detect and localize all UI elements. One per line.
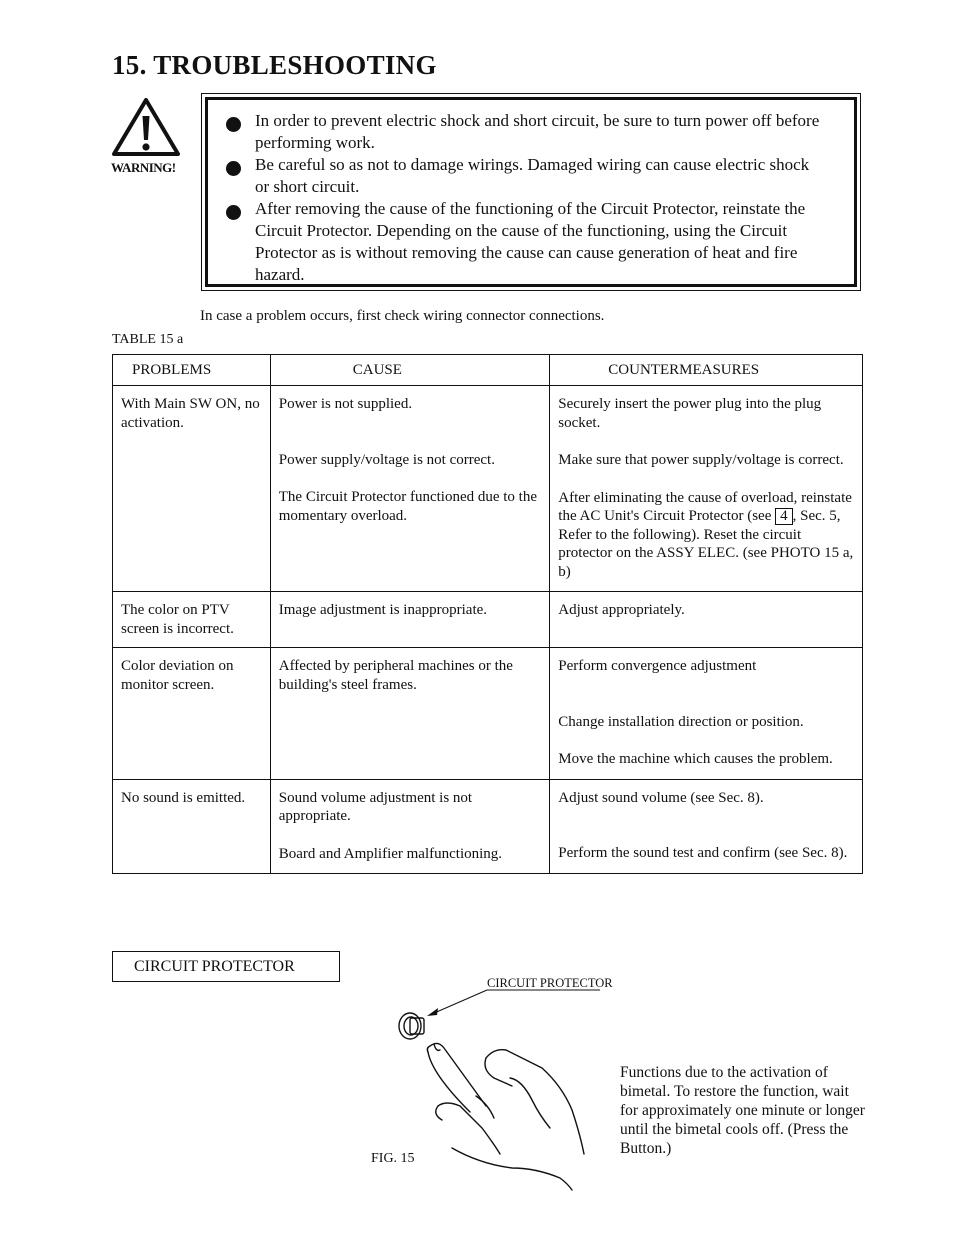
cause-cell: Image adjustment is inappropriate. bbox=[270, 592, 550, 648]
bullet-dot-icon bbox=[226, 161, 241, 176]
warning-label: WARNING! bbox=[111, 160, 176, 175]
hand-pressing-button-illustration bbox=[390, 988, 590, 1193]
intro-note: In case a problem occurs, first check wiring connector connections. bbox=[200, 308, 605, 324]
problem-cell: No sound is emitted. bbox=[113, 779, 271, 874]
figure-label: FIG. 15 bbox=[371, 1151, 415, 1166]
problem-cell: Color deviation on monitor screen. bbox=[113, 648, 271, 780]
circuit-protector-callout: CIRCUIT PROTECTOR bbox=[487, 976, 613, 990]
countermeasure-cell: Adjust sound volume (see Sec. 8). Perform the sound test and confirm (see Sec. 8). bbox=[550, 779, 863, 874]
table-label: TABLE 15 a bbox=[112, 332, 184, 347]
cause-cell: Power is not supplied. Power supply/voltage is not correct. The Circuit Protector functioned due to the momentary overload. bbox=[270, 386, 550, 592]
warning-item: Be careful so as not to damage wirings. Damaged wiring can cause electric shock or short circuit. bbox=[226, 154, 826, 198]
section-ref-box: 4 bbox=[775, 508, 793, 525]
table-header-row bbox=[113, 355, 863, 386]
countermeasure-cell: Securely insert the power plug into the plug socket. Make sure that power supply/voltage is correct. After eliminating the cause of overload, reinstate the AC Unit's Circuit Protector (see 4 , Sec. 5, Refer to the following). Reset the circuit protector on the ASSY ELEC. (see PHOTO 15 a, b) bbox=[550, 386, 863, 592]
page-title: 15. TROUBLESHOOTING bbox=[112, 50, 437, 80]
circuit-protector-heading: CIRCUIT PROTECTOR bbox=[112, 951, 340, 982]
table-row bbox=[113, 648, 863, 780]
warning-list bbox=[226, 110, 826, 286]
countermeasure-cell: Adjust appropriately. bbox=[550, 592, 863, 648]
problem-cell: The color on PTV screen is incorrect. bbox=[113, 592, 271, 648]
bullet-dot-icon bbox=[226, 117, 241, 132]
header-problems: PROBLEMS bbox=[113, 355, 271, 386]
table-row bbox=[113, 779, 863, 874]
header-countermeasures: COUNTERMEASURES bbox=[550, 355, 863, 386]
problem-cell: With Main SW ON, no activation. bbox=[113, 386, 271, 592]
cause-cell: Sound volume adjustment is not appropriate. Board and Amplifier malfunctioning. bbox=[270, 779, 550, 874]
table-row bbox=[113, 386, 863, 592]
circuit-protector-description: Functions due to the activation of bimetal. To restore the function, wait for approximately one minute or longer until the bimetal cools off. (Press the Button.) bbox=[620, 1064, 865, 1157]
header-cause: CAUSE bbox=[270, 355, 550, 386]
table-row bbox=[113, 592, 863, 648]
countermeasure-cell: Perform convergence adjustment Change installation direction or position. Move the machine which causes the problem. bbox=[550, 648, 863, 780]
warning-item: After removing the cause of the functioning of the Circuit Protector, reinstate the Circuit Protector. Depending on the cause of the functioning, using the Circuit Protector as is without removing the cause can cause generation of heat and fire hazard. bbox=[226, 198, 826, 286]
troubleshooting-table bbox=[112, 354, 863, 874]
cause-cell: Affected by peripheral machines or the building's steel frames. bbox=[270, 648, 550, 780]
warning-item: In order to prevent electric shock and short circuit, be sure to turn power off before performing work. bbox=[226, 110, 826, 154]
warning-box bbox=[201, 93, 861, 291]
bullet-dot-icon bbox=[226, 205, 241, 220]
